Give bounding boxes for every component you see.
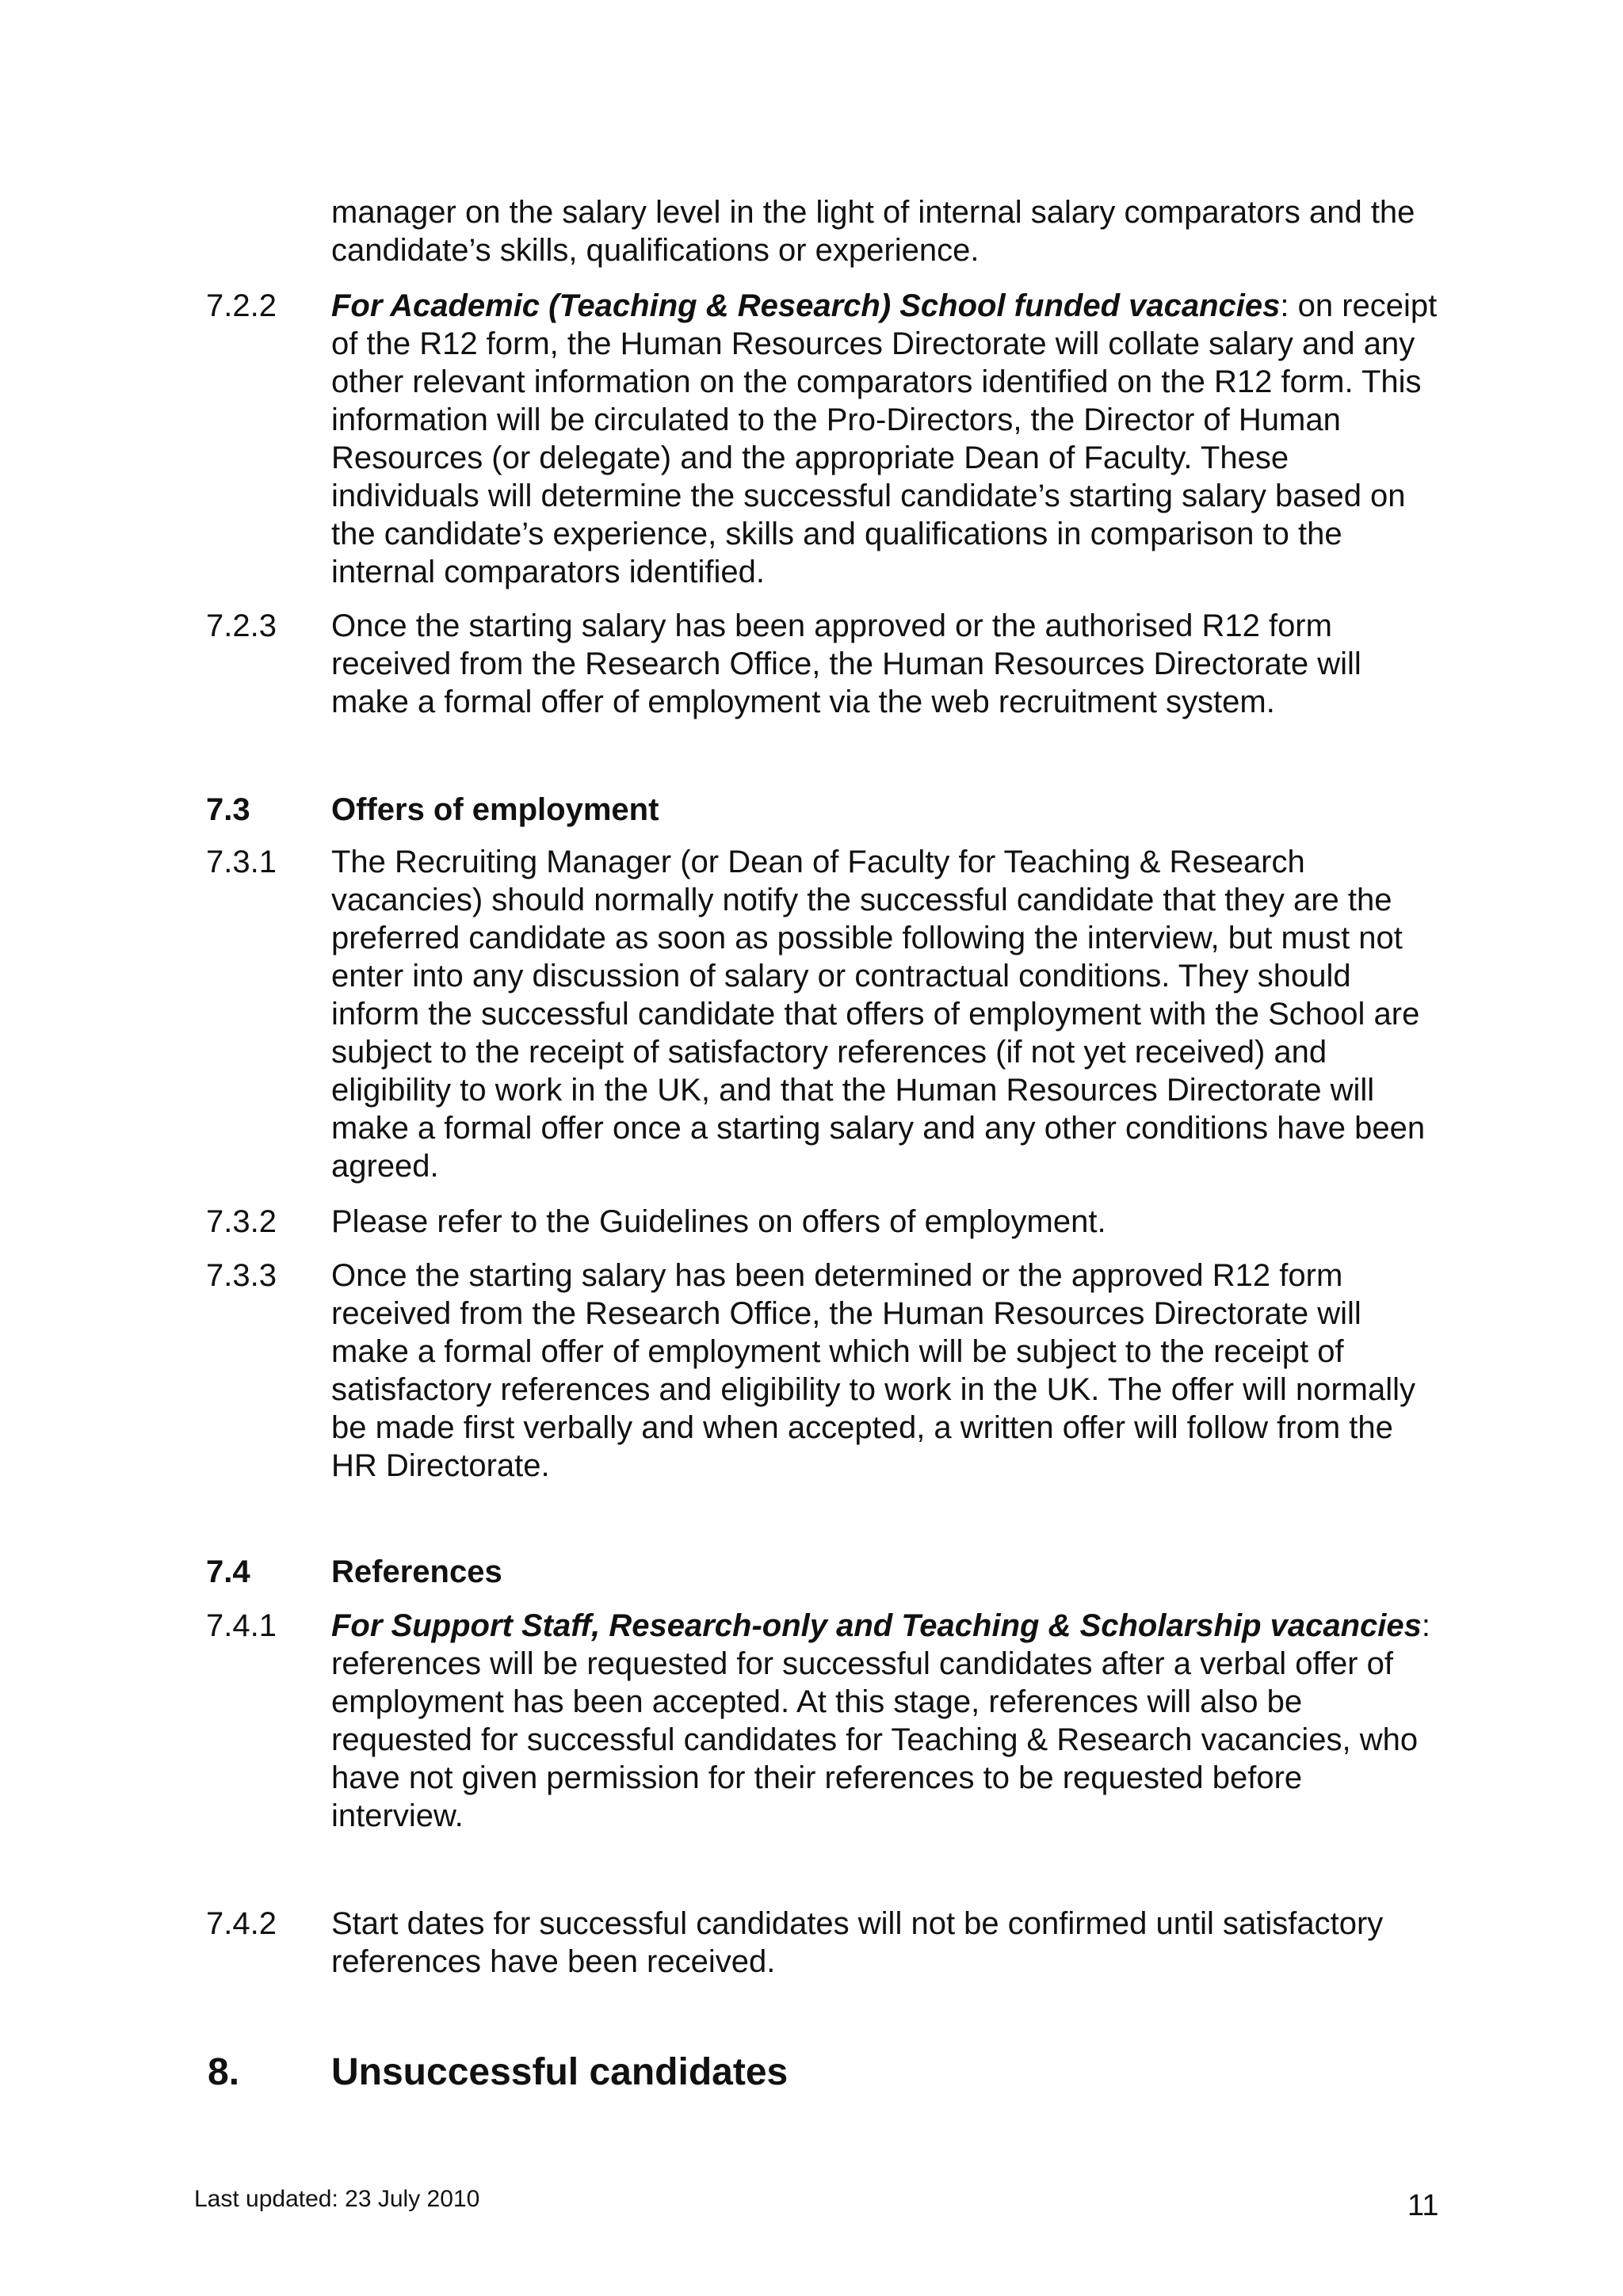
paragraph-7-4-2 [331,1905,1441,1981]
paragraph-7-3-3 [331,1257,1441,1485]
paragraph-text: Once the starting salary has been approved or the authorised R12 form received from the Research Office, the Human Resources Directorate will make a formal offer of employment via the web recruitment system. [331,608,1361,719]
section-number: 7.3.3 [206,1258,277,1293]
paragraph-7-3-1 [331,843,1441,1185]
section-number: 7.4.1 [206,1608,277,1643]
paragraph-7-2-2 [331,287,1441,591]
paragraph-text: Please refer to the Guidelines on offers of employment. [331,1204,1106,1239]
section-heading-7-4: References [331,1554,502,1589]
paragraph-7-2-3 [331,607,1441,721]
paragraph-lead: For Academic (Teaching & Research) School funded vacancies [331,288,1281,323]
section-number: 7.2.2 [206,288,277,323]
paragraph-text: Once the starting salary has been determined or the approved R12 form received from the Research Office, the Human Resources Directorate will make a formal offer of employment which will be subject to the receipt of satisfactory references and eligibility to work in the UK. The offer will normally be made first verbally and when accepted, a written offer will follow from the HR Directorate. [331,1258,1415,1483]
paragraph-7-4-1 [331,1607,1441,1835]
paragraph-text: : references will be requested for successful candidates after a verbal offer of employment has been accepted. At this stage, references will also be requested for successful candidates for Teaching & Research vacancies, who have not given permission for their references to be requested before interview. [331,1608,1431,1833]
footer-last-updated: Last updated: 23 July 2010 [194,2186,480,2212]
paragraph-text: : on receipt of the R12 form, the Human Resources Directorate will collate salary and any other relevant information on the comparators identified on the R12 form. This information will be circulated to the Pro-Directors, the Director of Human Resources (or delegate) and the appropriate Dean of Faculty. These individuals will determine the successful candidate’s starting salary based on the candidate’s experience, skills and qualifications in comparison to the internal comparators identified. [331,288,1438,589]
section-number: 7.3 [206,792,250,827]
paragraph-7-3-2 [331,1203,1441,1241]
section-number: 7.2.3 [206,608,277,643]
paragraph-continuation [331,193,1441,269]
paragraph-text: manager on the salary level in the light of internal salary comparators and the candidate’s skills, qualifications or experience. [331,195,1415,268]
section-number: 7.3.2 [206,1204,277,1239]
paragraph-text: Start dates for successful candidates will not be confirmed until satisfactory references have been received. [331,1906,1384,1979]
heading-8-number: 8. [208,2051,240,2093]
section-heading-7-3: Offers of employment [331,792,659,827]
section-number: 7.3.1 [206,845,277,879]
paragraph-text: The Recruiting Manager (or Dean of Faculty for Teaching & Research vacancies) should normally notify the successful candidate that they are the preferred candidate as soon as possible following the interview, but must not enter into any discussion of salary or contractual conditions. They should inform the successful candidate that offers of employment with the School are subject to the receipt of satisfactory references (if not yet received) and eligibility to work in the UK, and that the Human Resources Directorate will make a formal offer once a starting salary and any other conditions have been agreed. [331,845,1426,1184]
section-number: 7.4 [206,1554,250,1589]
heading-8-title: Unsuccessful candidates [331,2051,789,2093]
section-number: 7.4.2 [206,1906,277,1941]
footer-page-number: 11 [1407,2189,1439,2222]
paragraph-lead: For Support Staff, Research-only and Teaching & Scholarship vacancies [331,1608,1422,1643]
